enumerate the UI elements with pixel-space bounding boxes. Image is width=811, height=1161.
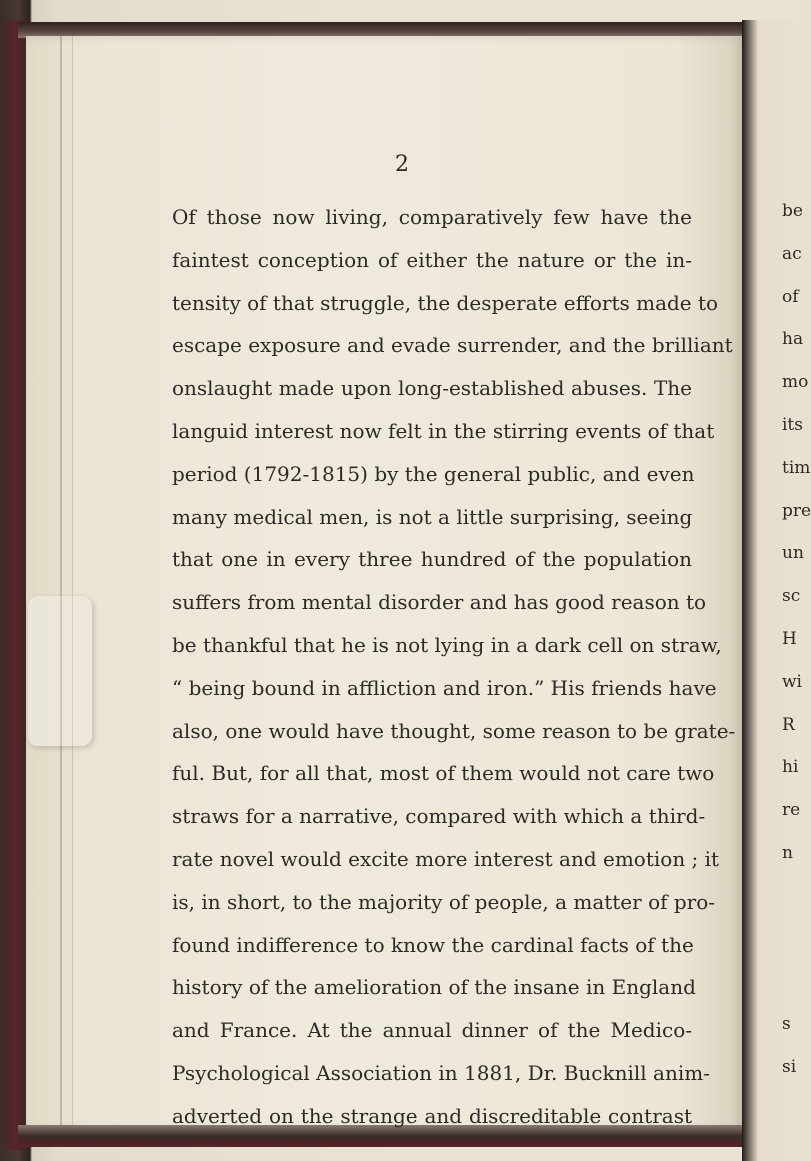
facing-page-fragment: ha [782, 329, 804, 350]
facing-page-fragment: its [782, 414, 803, 435]
text-line: also, one would have thought, some reason to be grate- [172, 718, 736, 743]
text-line: onslaught made upon long-established abuses. The [172, 376, 692, 401]
text-line: ful. But, for all that, most of them would not care two [172, 761, 715, 786]
facing-page-fragment [782, 918, 800, 961]
text-line: Psychological Association in 1881, Dr. Bucknill anim- [172, 1060, 710, 1085]
text-line: is, in short, to the majority of people, a matter of pro- [172, 889, 716, 914]
text-line: many medical men, is not a little surprising, seeing [172, 504, 693, 529]
text-line: escape exposure and evade surrender, and the brilliant [172, 333, 733, 358]
facing-page-fragment [782, 875, 800, 918]
facing-page-fragment: ac [782, 243, 802, 264]
text-line: “ being bound in affliction and iron.” His friends have [172, 675, 717, 700]
text-line: faintest conception of either the nature or the in- [172, 247, 692, 272]
page-edge-line [72, 36, 73, 1130]
text-line: languid interest now felt in the stirring events of that [172, 418, 715, 443]
facing-page-fragment [782, 960, 800, 1003]
facing-page-text [782, 190, 811, 1089]
text-line: and France. At the annual dinner of the Medico- [172, 1018, 692, 1043]
text-line: adverted on the strange and discreditable contrast [172, 1103, 692, 1128]
facing-page-fragment: sc [782, 586, 801, 607]
paper-clip-shadow [28, 596, 92, 746]
text-line: history of the amelioration of the insane in England [172, 975, 696, 1000]
text-line: rate novel would excite more interest and emotion ; it [172, 846, 720, 871]
text-line: found indifference to know the cardinal facts of the [172, 932, 694, 957]
facing-page-fragment: hi [782, 757, 799, 778]
body-text [172, 196, 736, 1138]
text-line: that one in every three hundred of the population [172, 547, 692, 572]
text-line: be thankful that he is not lying in a dark cell on straw, [172, 632, 722, 657]
facing-page-fragment: wi [782, 671, 802, 692]
text-line: Of those now living, comparatively few have the [172, 205, 692, 229]
page-number: 2 [395, 152, 409, 177]
book-cover-edge [0, 20, 26, 1150]
text-line: period (1792-1815) by the general public, and even [172, 461, 695, 486]
facing-page-fragment: n [782, 842, 793, 863]
facing-page-fragment: s [782, 1014, 791, 1035]
page-edge-line [60, 36, 62, 1130]
facing-page-fragment: R [782, 714, 795, 735]
facing-page-fragment: tim [782, 457, 811, 478]
facing-page-fragment: be [782, 201, 803, 221]
facing-page-fragment: un [782, 543, 804, 564]
facing-page-fragment: re [782, 800, 801, 821]
facing-page-fragment: pre [782, 500, 811, 521]
text-line: straws for a narrative, compared with which a third- [172, 804, 706, 829]
text-line: suffers from mental disorder and has good reason to [172, 590, 707, 615]
facing-page-fragment: si [782, 1056, 797, 1077]
facing-page-fragment: H [782, 628, 797, 649]
text-line: tensity of that struggle, the desperate efforts made to [172, 290, 719, 315]
facing-page-fragment: mo [782, 372, 809, 393]
facing-page-fragment: of [782, 286, 799, 307]
